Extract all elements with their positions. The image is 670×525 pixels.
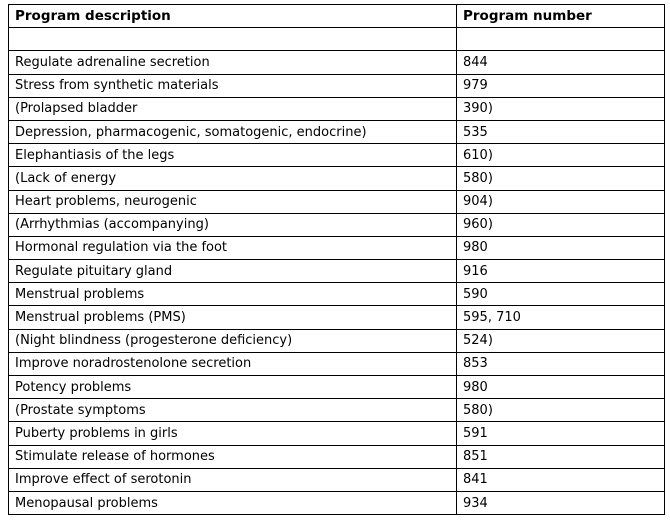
table-row (9, 213, 665, 236)
program-number-cell: 844 (457, 51, 665, 74)
program-description-cell: Stress from synthetic materials (9, 74, 457, 97)
program-number-cell: 610) (457, 144, 665, 167)
table-row (9, 51, 665, 74)
table-row (9, 376, 665, 399)
program-description-cell: Potency problems (9, 376, 457, 399)
table-row (9, 236, 665, 259)
program-description-cell: Hormonal regulation via the foot (9, 236, 457, 259)
program-number-cell: 591 (457, 422, 665, 445)
program-number-cell: 853 (457, 352, 665, 375)
program-number-cell: 979 (457, 74, 665, 97)
table-row (9, 445, 665, 468)
program-number-cell: 934 (457, 491, 665, 514)
table-row (9, 491, 665, 514)
table-row (9, 144, 665, 167)
program-description-cell: Menstrual problems (9, 283, 457, 306)
program-table (8, 4, 665, 515)
table-row (9, 97, 665, 120)
table-row (9, 260, 665, 283)
program-number-cell: 980 (457, 376, 665, 399)
program-description-cell: Regulate adrenaline secretion (9, 51, 457, 74)
header-program-number: Program number (457, 5, 665, 28)
program-number-cell: 595, 710 (457, 306, 665, 329)
program-description-cell: Improve noradrostenolone secretion (9, 352, 457, 375)
table-row (9, 306, 665, 329)
program-number-cell: 980 (457, 236, 665, 259)
program-number-cell: 390) (457, 97, 665, 120)
program-number-cell: 960) (457, 213, 665, 236)
program-number-cell: 841 (457, 468, 665, 491)
program-number-cell: 524) (457, 329, 665, 352)
program-description-cell: Regulate pituitary gland (9, 260, 457, 283)
program-description-cell: Heart problems, neurogenic (9, 190, 457, 213)
table-row (9, 190, 665, 213)
program-description-cell: (Prostate symptoms (9, 399, 457, 422)
program-description-cell: (Night blindness (progesterone deficiency) (9, 329, 457, 352)
program-number-cell: 916 (457, 260, 665, 283)
program-description-cell: (Lack of energy (9, 167, 457, 190)
table-row (9, 28, 665, 51)
program-number-cell (457, 28, 665, 51)
table-row (9, 74, 665, 97)
program-number-cell: 904) (457, 190, 665, 213)
program-number-cell: 535 (457, 120, 665, 143)
table-row (9, 329, 665, 352)
table-row (9, 352, 665, 375)
program-number-cell: 851 (457, 445, 665, 468)
program-description-cell: Menstrual problems (PMS) (9, 306, 457, 329)
program-number-cell: 580) (457, 167, 665, 190)
program-description-cell: Elephantiasis of the legs (9, 144, 457, 167)
program-number-cell: 580) (457, 399, 665, 422)
program-description-cell: (Prolapsed bladder (9, 97, 457, 120)
program-description-cell: Depression, pharmacogenic, somatogenic, endocrine) (9, 120, 457, 143)
header-program-description: Program description (9, 5, 457, 28)
program-number-cell: 590 (457, 283, 665, 306)
program-description-cell (9, 28, 457, 51)
table-row (9, 468, 665, 491)
table-row (9, 167, 665, 190)
table-row (9, 283, 665, 306)
table-row (9, 422, 665, 445)
program-description-cell: (Arrhythmias (accompanying) (9, 213, 457, 236)
program-description-cell: Puberty problems in girls (9, 422, 457, 445)
table-row (9, 120, 665, 143)
program-description-cell: Improve effect of serotonin (9, 468, 457, 491)
table-row (9, 399, 665, 422)
program-table-container (8, 4, 664, 515)
table-header-row (9, 5, 665, 28)
program-description-cell: Menopausal problems (9, 491, 457, 514)
program-description-cell: Stimulate release of hormones (9, 445, 457, 468)
